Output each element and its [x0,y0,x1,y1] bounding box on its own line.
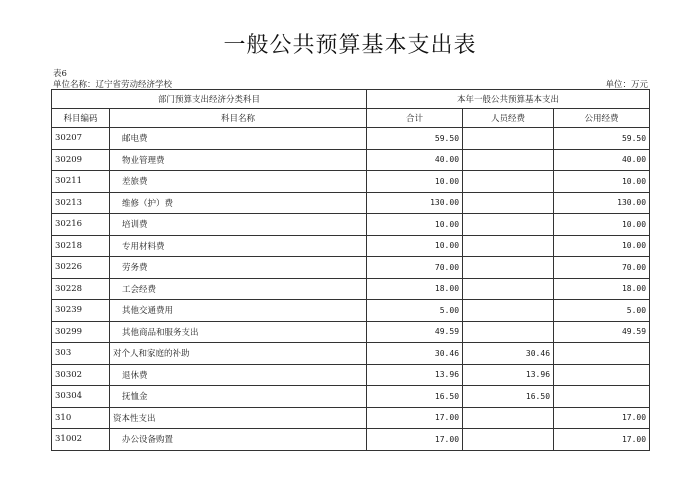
cell-name: 专用材料费 [110,235,367,257]
table-row [52,257,650,279]
cell-code: 30209 [52,149,110,171]
cell-personnel [463,214,554,236]
header-right-group: 本年一般公共预算基本支出 [367,90,650,109]
cell-code: 310 [52,407,110,429]
cell-total: 59.50 [367,128,463,150]
table-row [52,149,650,171]
table-row [52,214,650,236]
cell-personnel: 30.46 [463,343,554,365]
cell-code: 303 [52,343,110,365]
cell-total: 70.00 [367,257,463,279]
cell-code: 31002 [52,429,110,451]
cell-total: 17.00 [367,429,463,451]
table-row [52,278,650,300]
cell-name: 培训费 [110,214,367,236]
cell-code: 30304 [52,386,110,408]
cell-total: 40.00 [367,149,463,171]
cell-personnel [463,429,554,451]
cell-public: 10.00 [554,171,650,193]
cell-name: 对个人和家庭的补助 [110,343,367,365]
cell-name: 办公设备购置 [110,429,367,451]
cell-total: 13.96 [367,364,463,386]
cell-public: 17.00 [554,407,650,429]
cell-code: 30211 [52,171,110,193]
cell-personnel: 13.96 [463,364,554,386]
cell-public: 70.00 [554,257,650,279]
cell-public: 10.00 [554,235,650,257]
header-column-row [52,109,650,128]
cell-personnel [463,149,554,171]
cell-name: 资本性支出 [110,407,367,429]
cell-code: 30226 [52,257,110,279]
cell-public [554,343,650,365]
cell-total: 5.00 [367,300,463,322]
cell-name: 其他商品和服务支出 [110,321,367,343]
table-row [52,128,650,150]
cell-total: 10.00 [367,214,463,236]
cell-name: 物业管理费 [110,149,367,171]
cell-public [554,364,650,386]
cell-total: 17.00 [367,407,463,429]
cell-total: 18.00 [367,278,463,300]
cell-public [554,386,650,408]
table-row [52,364,650,386]
cell-public: 40.00 [554,149,650,171]
header-group-row [52,90,650,109]
cell-code: 30218 [52,235,110,257]
cell-total: 10.00 [367,235,463,257]
cell-total: 16.50 [367,386,463,408]
cell-personnel [463,171,554,193]
cell-personnel [463,235,554,257]
cell-code: 30239 [52,300,110,322]
cell-public: 49.59 [554,321,650,343]
cell-total: 30.46 [367,343,463,365]
cell-public: 5.00 [554,300,650,322]
table-row [52,192,650,214]
cell-code: 30302 [52,364,110,386]
cell-public: 59.50 [554,128,650,150]
cell-personnel [463,407,554,429]
cell-personnel [463,192,554,214]
cell-personnel [463,321,554,343]
table-row [52,386,650,408]
currency-unit: 单位：万元 [605,80,648,90]
header-name: 科目名称 [110,109,367,128]
cell-personnel: 16.50 [463,386,554,408]
cell-name: 差旅费 [110,171,367,193]
table-row [52,300,650,322]
cell-name: 邮电费 [110,128,367,150]
header-total: 合计 [367,109,463,128]
table-row [52,407,650,429]
cell-name: 退休费 [110,364,367,386]
cell-personnel [463,128,554,150]
table-row [52,235,650,257]
table-row [52,321,650,343]
cell-code: 30299 [52,321,110,343]
page-title: 一般公共预算基本支出表 [223,33,477,58]
cell-public: 10.00 [554,214,650,236]
cell-name: 维修（护）费 [110,192,367,214]
cell-personnel [463,257,554,279]
cell-name: 劳务费 [110,257,367,279]
cell-name: 其他交通费用 [110,300,367,322]
cell-name: 抚恤金 [110,386,367,408]
table-body [52,128,650,451]
unit-name: 单位名称：辽宁省劳动经济学校 [53,80,173,90]
cell-total: 130.00 [367,192,463,214]
cell-personnel [463,300,554,322]
cell-code: 30216 [52,214,110,236]
cell-personnel [463,278,554,300]
budget-table [51,89,650,451]
header-left-group: 部门预算支出经济分类科目 [52,90,367,109]
cell-public: 17.00 [554,429,650,451]
cell-total: 49.59 [367,321,463,343]
cell-code: 30207 [52,128,110,150]
cell-public: 18.00 [554,278,650,300]
header-public: 公用经费 [554,109,650,128]
cell-name: 工会经费 [110,278,367,300]
cell-code: 30228 [52,278,110,300]
table-number: 表6 [53,69,67,79]
header-code: 科目编码 [52,109,110,128]
cell-total: 10.00 [367,171,463,193]
cell-code: 30213 [52,192,110,214]
table-row [52,171,650,193]
table-row [52,429,650,451]
header-personnel: 人员经费 [463,109,554,128]
cell-public: 130.00 [554,192,650,214]
table-row [52,343,650,365]
